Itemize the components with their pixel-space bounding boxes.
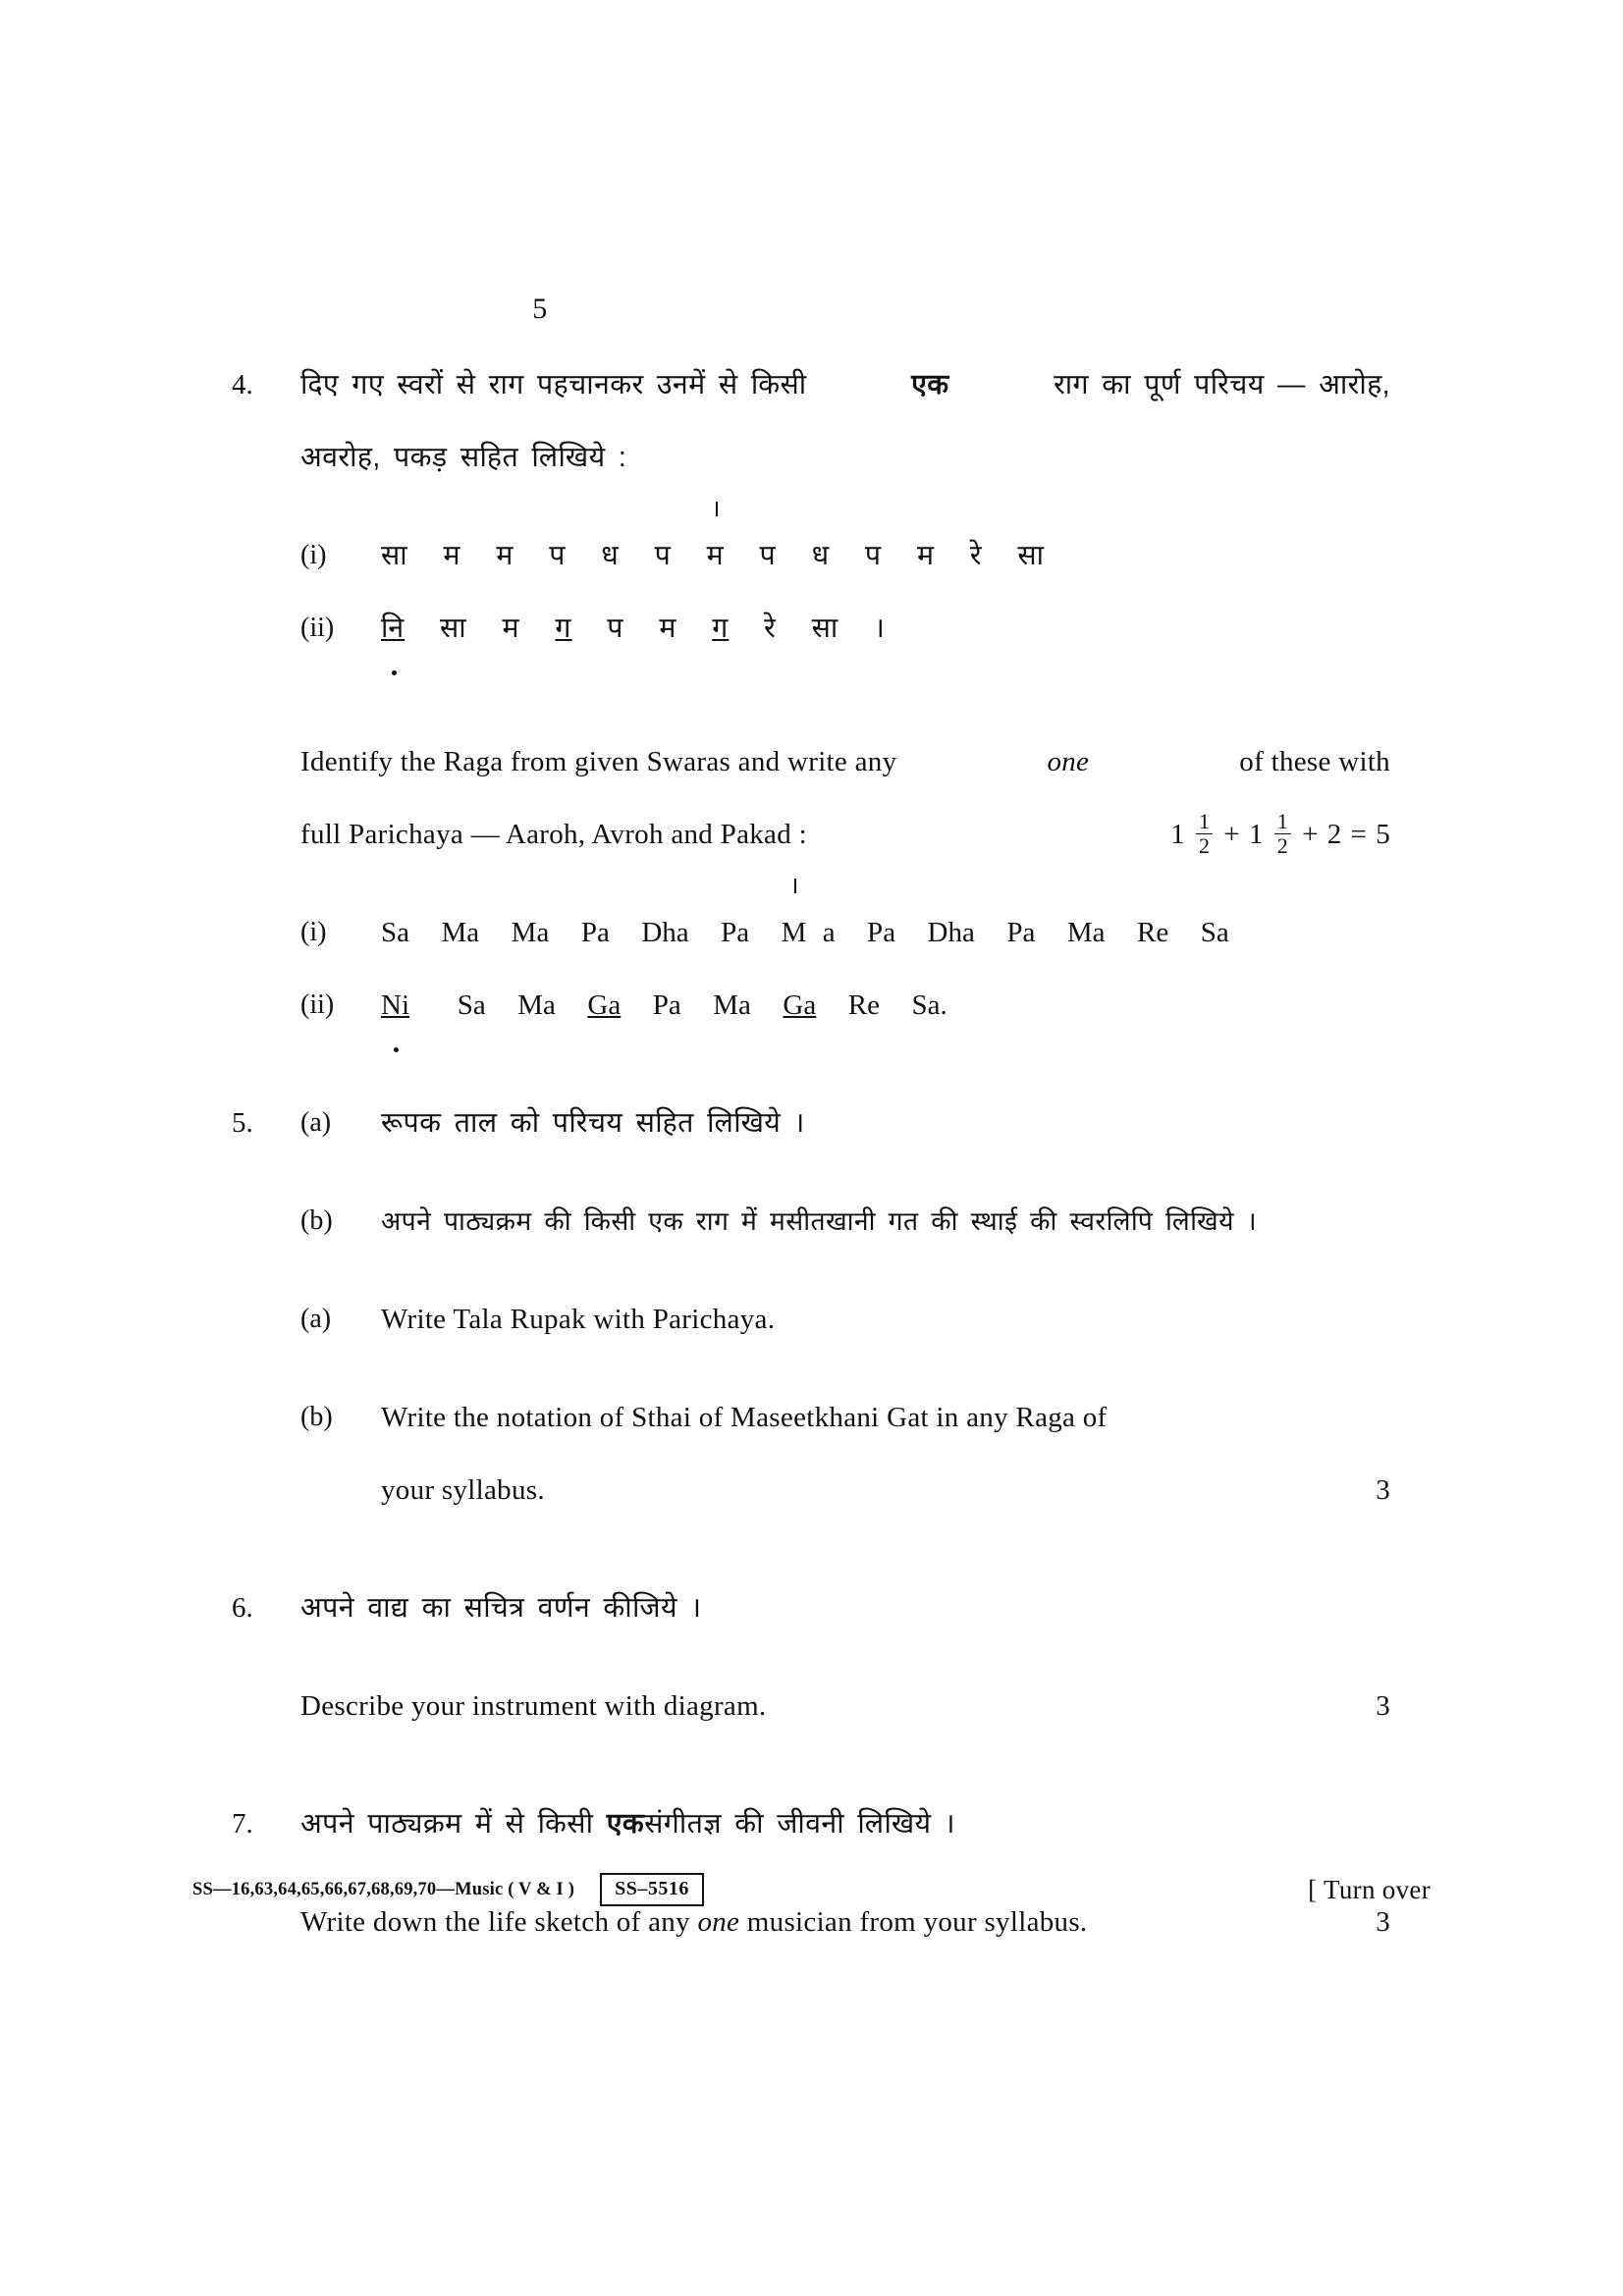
komal-ga-2: ग xyxy=(712,613,730,644)
q4-en-item-2-label: (ii) xyxy=(300,989,335,1020)
question-6-number: 6. xyxy=(232,1592,253,1624)
question-7-number: 7. xyxy=(232,1808,253,1840)
spacer xyxy=(232,871,1390,896)
marks-term1-denominator: 2 xyxy=(1196,833,1213,857)
question-4-hindi-item-2 xyxy=(232,592,1390,665)
marks-term2-numerator: 1 xyxy=(1276,809,1289,834)
q7-en-part-b: musician from your syllabus. xyxy=(746,1906,1088,1938)
question-4-english-line-2 xyxy=(232,798,1390,871)
q7-en-part-a: Write down the life sketch of any xyxy=(300,1906,690,1938)
q4-en-l1-tail: of these with xyxy=(1239,746,1390,777)
q4-en-l1-part-a: Identify the Raga from given Swaras and write any xyxy=(300,746,897,777)
mandra-komal-ni-en: Ni xyxy=(381,969,409,1041)
q4-en-item-1-swaras: Sa Ma Ma Pa Dha Pa M a Pa Dha Pa Ma Re Sa xyxy=(381,896,1229,969)
q5-hi-b-text: अपने पाठ्यक्रम की किसी एक राग में मसीतखानी गत की स्थाई की स्वरलिपि लिखिये । xyxy=(381,1206,1258,1236)
question-6-marks: 3 xyxy=(1376,1690,1390,1722)
question-4-english-item-2 xyxy=(232,969,1390,1041)
q4-hi-item-2-swaras: नि सा म ग प म ग रे सा । xyxy=(381,592,886,665)
question-4-hindi-line-1-text xyxy=(300,348,1390,421)
question-7-hindi xyxy=(232,1788,1390,1860)
marks-term2-denominator: 2 xyxy=(1274,833,1291,857)
question-6-english-row xyxy=(300,1670,1390,1742)
question-5 xyxy=(232,1087,1390,1526)
question-5-hindi-a xyxy=(232,1087,1390,1159)
page-footer xyxy=(192,1873,1431,1906)
marks-term1-whole: 1 xyxy=(1170,819,1185,850)
question-4-english-line-1-text xyxy=(300,725,1390,798)
q4-en-item-2-swaras: Ni Sa Ma Ga Pa Ma Ga Re Sa. xyxy=(381,969,947,1041)
teevra-marker-m: M xyxy=(782,896,807,969)
spacer xyxy=(232,1041,1390,1087)
question-4-hindi-item-1 xyxy=(232,519,1390,592)
komal-ga-en-2: Ga xyxy=(783,989,817,1021)
q5-hi-a-label: (a) xyxy=(300,1107,332,1138)
komal-ga-1: ग xyxy=(555,613,572,644)
q4-en-l2-text: full Parichaya — Aaroh, Avroh and Pakad : xyxy=(300,819,807,850)
q7-hi-bold-ek: एक xyxy=(606,1808,645,1840)
question-6-english-text: Describe your instrument with diagram. xyxy=(300,1690,767,1722)
question-6 xyxy=(232,1572,1390,1742)
marks-plus-2: + xyxy=(1302,819,1319,850)
spacer xyxy=(232,494,1390,519)
spacer xyxy=(232,1742,1390,1788)
teevra-marker-ma: म xyxy=(707,519,725,592)
footer-left-group xyxy=(192,1873,704,1906)
spacer xyxy=(232,665,1390,725)
spacer xyxy=(232,1159,1390,1185)
q5-hi-a-text: रूपक ताल को परिचय सहित लिखिये । xyxy=(381,1107,805,1139)
q4-hi-l1-part-b: राग का पूर्ण परिचय — आरोह, xyxy=(1054,369,1390,400)
question-5-english-a xyxy=(232,1283,1390,1356)
q7-en-italic-one: one xyxy=(697,1906,740,1938)
q5-en-b-text-line-1 xyxy=(381,1381,1390,1454)
marks-term1-fraction xyxy=(1196,810,1213,856)
question-content-column xyxy=(232,348,1390,1958)
spacer xyxy=(232,1257,1390,1283)
q4-hi-l1-part-a: दिए गए स्वरों से राग पहचानकर उनमें से किसी xyxy=(300,369,807,400)
komal-ga-en-1: Ga xyxy=(587,989,622,1021)
question-4-marks-expression xyxy=(1170,798,1390,871)
q4-en-item-1-label: (i) xyxy=(300,917,327,947)
q5-hi-b-label: (b) xyxy=(300,1205,333,1236)
q5-en-b-line-2-row xyxy=(381,1454,1390,1526)
q4-hi-item-1-swaras: सा म म प ध प म प ध प म रे सा xyxy=(381,519,1045,592)
question-4-hindi-line-2-text: अवरोह, पकड़ सहित लिखिये : xyxy=(300,442,627,473)
footer-paper-code: SS—16,63,64,65,66,67,68,69,70—Music ( V & I ) xyxy=(192,1879,575,1899)
q7-hi-part-a: अपने पाठ्यक्रम में से किसी xyxy=(300,1808,594,1840)
spacer xyxy=(232,1526,1390,1572)
question-7-hindi-text xyxy=(300,1788,955,1860)
question-4 xyxy=(232,348,1390,1041)
page-number: 5 xyxy=(532,293,548,325)
question-6-hindi-text: अपने वाद्य का सचित्र वर्णन कीजिये । xyxy=(300,1592,702,1624)
spacer xyxy=(232,1644,1390,1670)
question-6-english xyxy=(232,1670,1390,1742)
question-4-english-line-1 xyxy=(232,725,1390,798)
q4-hi-item-1-label: (i) xyxy=(300,540,327,570)
marks-total: 5 xyxy=(1376,819,1390,850)
marks-term3: 2 xyxy=(1326,819,1342,850)
marks-equals: = xyxy=(1350,819,1368,850)
mandra-komal-ni: नि xyxy=(381,592,405,665)
q5-en-b-line-1-text: Write the notation of Sthai of Maseetkhani Gat in any Raga of xyxy=(381,1402,1108,1433)
question-4-hindi-line-1 xyxy=(232,348,1390,421)
question-5-hindi-b xyxy=(232,1185,1390,1257)
q5-en-b-line-2-text: your syllabus. xyxy=(381,1474,545,1506)
q5-en-a-label: (a) xyxy=(300,1304,332,1334)
question-4-number: 4. xyxy=(232,369,253,400)
question-5-marks: 3 xyxy=(1376,1474,1390,1506)
marks-term1-numerator: 1 xyxy=(1198,809,1211,834)
marks-plus-1: + xyxy=(1223,819,1240,850)
question-4-english-item-1 xyxy=(232,896,1390,969)
q7-hi-part-b: संगीतज्ञ की जीवनी लिखिये । xyxy=(644,1808,955,1840)
footer-boxed-code: SS–5516 xyxy=(600,1873,704,1906)
spacer xyxy=(232,1356,1390,1381)
question-5-english-b-line-2 xyxy=(232,1454,1390,1526)
question-4-english-line-2-row xyxy=(300,798,1390,871)
q5-en-b-label: (b) xyxy=(300,1402,333,1432)
q4-hi-item-2-label: (ii) xyxy=(300,613,335,643)
question-5-number: 5. xyxy=(232,1107,253,1139)
question-7-marks: 3 xyxy=(1376,1906,1390,1938)
question-4-hindi-line-2 xyxy=(232,421,1390,494)
q5-en-a-text: Write Tala Rupak with Parichaya. xyxy=(381,1304,776,1335)
question-6-hindi xyxy=(232,1572,1390,1644)
question-5-english-b-line-1 xyxy=(232,1381,1390,1454)
q4-hi-l1-bold-ek: एक xyxy=(911,369,949,400)
marks-term2-fraction xyxy=(1274,810,1291,856)
footer-turn-over: [ Turn over xyxy=(1308,1874,1431,1904)
q4-en-l1-italic-one: one xyxy=(1047,746,1090,777)
marks-term2-whole: 1 xyxy=(1248,819,1264,850)
